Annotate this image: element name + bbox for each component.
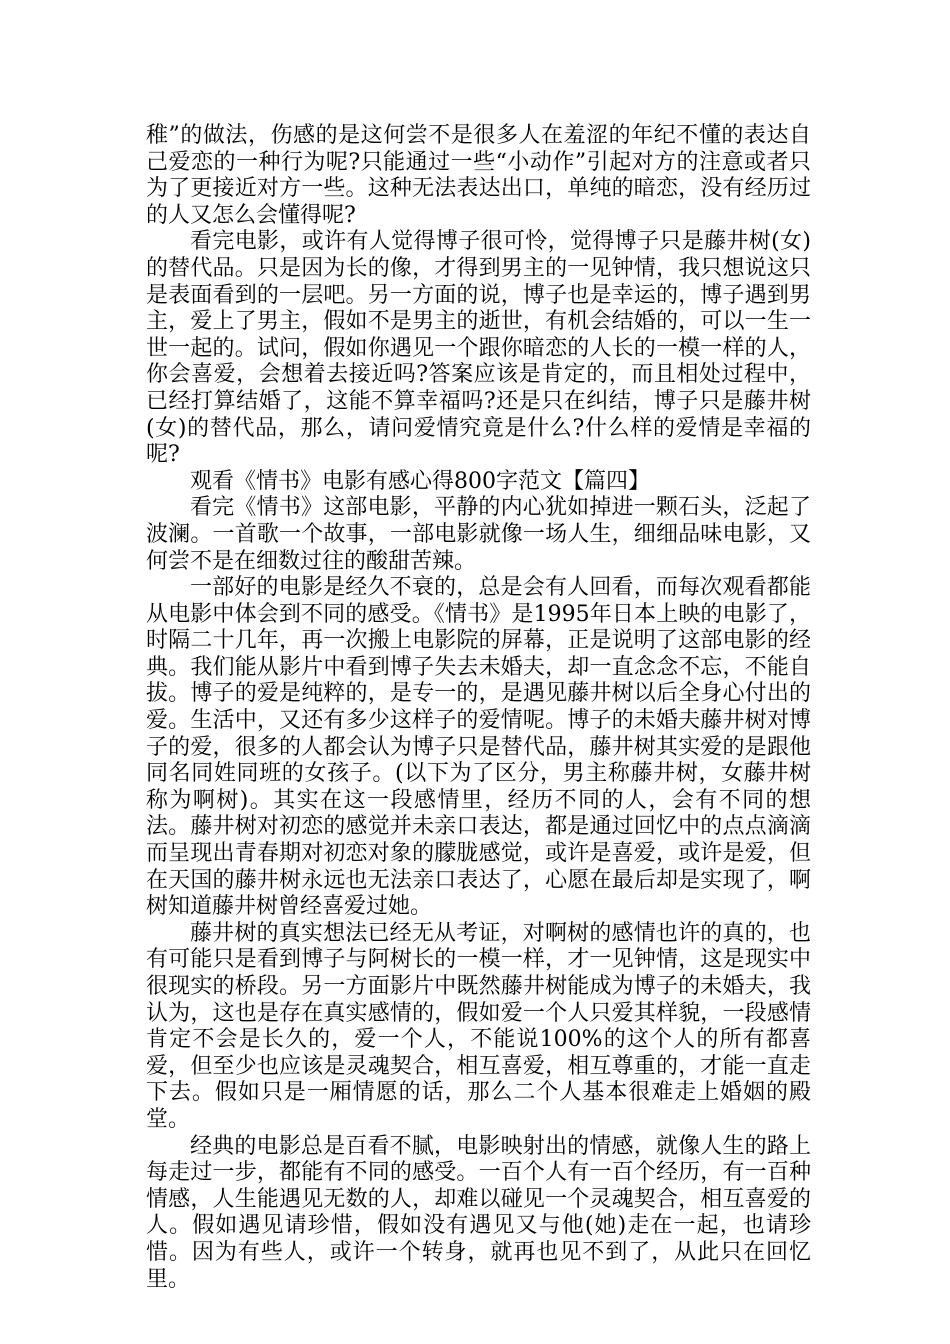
paragraph: 藤井树的真实想法已经无从考证，对啊树的感情也许的真的，也有可能只是看到博子与阿树长的一模一样，才一见钟情，这是现实中很现实的桥段。另一方面影片中既然藤井树能成为博子的未婚夫，我认为，这也是存在真实感情的，假如爱一个人只爱其样貌，一段感情肯定不会是长久的，爱一个人，不能说100%的这个人的所有都喜爱，但至少也应该是灵魂契合，相互喜爱，相互尊重的，才能一直走下去。假如只是一厢情愿的话，那么二个人基本很难走上婚姻的殿堂。 [146,920,811,1132]
paragraph: 看完电影，或许有人觉得博子很可怜，觉得博子只是藤井树(女)的替代品。只是因为长的像，才得到男主的一见钟情，我只想说这只是表面看到的一层吧。另一方面的说，博子也是幸运的，博子遇到男主，爱上了男主，假如不是男主的逝世，有机会结婚的，可以一生一世一起的。试问，假如你遇见一个跟你暗恋的人长的一模一样的人，你会喜爱，会想着去接近吗?答案应该是肯定的，而且相处过程中，已经打算结婚了，这能不算幸福吗?还是只在纠结，博子只是藤井树(女)的替代品，那么，请问爱情究竟是什么?什么样的爱情是幸福的呢? [146,229,811,468]
section-heading: 观看《情书》电影有感心得800字范文【篇四】 [190,468,650,494]
paragraph: 经典的电影总是百看不腻，电影映射出的情感，就像人生的路上每走过一步，都能有不同的感受。一百个人有一百个经历，有一百种情感，人生能遇见无数的人，却难以碰见一个灵魂契合，相互喜爱的人。假如遇见请珍惜，假如没有遇见又与他(她)走在一起，也请珍惜。因为有些人，或许一个转身，就再也见不到了，从此只在回忆里。 [146,1133,811,1292]
paragraph-continuation: 稚”的做法，伤感的是这何尝不是很多人在羞涩的年纪不懂的表达自己爱恋的一种行为呢?只能通过一些“小动作”引起对方的注意或者只为了更接近对方一些。这种无法表达出口，单纯的暗恋，没有经历过的人又怎么会懂得呢? [146,123,811,228]
document-body [146,123,811,1293]
paragraph: 看完《情书》这部电影，平静的内心犹如掉进一颗石头，泛起了波澜。一首歌一个故事，一部电影就像一场人生，细细品味电影，又何尝不是在细数过往的酸甜苦辣。 [146,495,811,574]
paragraph: 一部好的电影是经久不衰的，总是会有人回看，而每次观看都能从电影中体会到不同的感受。《情书》是1995年日本上映的电影了，时隔二十几年，再一次搬上电影院的屏幕，正是说明了这部电影的经典。我们能从影片中看到博子失去未婚夫，却一直念念不忘，不能自拔。博子的爱是纯粹的，是专一的，是遇见藤井树以后全身心付出的爱。生活中，又还有多少这样子的爱情呢。博子的未婚夫藤井树对博子的爱，很多的人都会认为博子只是替代品，藤井树其实爱的是跟他同名同姓同班的女孩子。(以下为了区分，男主称藤井树，女藤井树称为啊树)。其实在这一段感情里，经历不同的人，会有不同的想法。藤井树对初恋的感觉并未亲口表达，都是通过回忆中的点点滴滴而呈现出青春期对初恋对象的朦胧感觉，或许是喜爱，或许是爱，但在天国的藤井树永远也无法亲口表达了，心愿在最后却是实现了，啊树知道藤井树曾经喜爱过她。 [146,575,811,920]
